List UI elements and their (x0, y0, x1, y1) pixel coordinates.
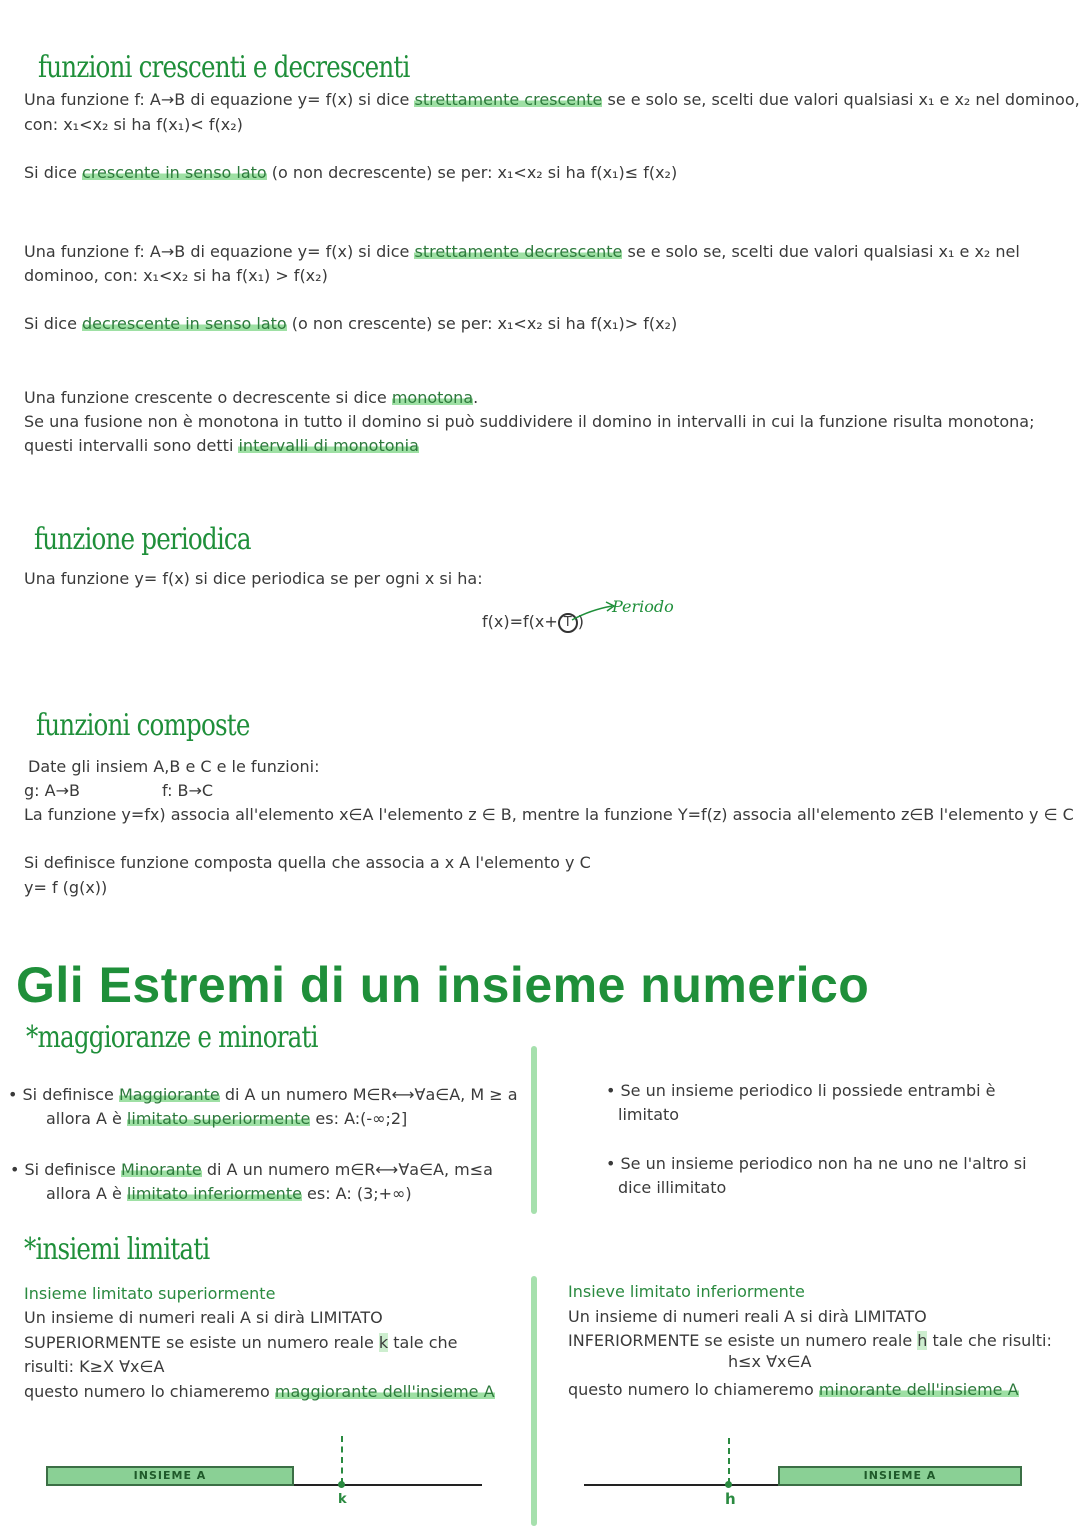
composte-line4: Si definisce funzione composta quella che associa a x A l'elemento y C (24, 853, 591, 872)
p2-line (24, 161, 677, 185)
h-point (725, 1481, 732, 1488)
h-label: h (725, 1490, 736, 1508)
left-line3: risulti: K≥X ∀x∈A (24, 1357, 165, 1376)
p1-line1 (24, 88, 1080, 112)
k-point (338, 1481, 345, 1488)
composte-line3: La funzione y=fx) associa all'elemento x∈A l'elemento z ∈ B, mentre la funzione Y=f(z) associa all'elemento z∈B l'elemento y ∈ C (24, 805, 1074, 824)
insieme-bar-right: INSIEME A (778, 1466, 1022, 1486)
periodo-label: Periodo (612, 597, 674, 616)
period-circle: T (558, 613, 578, 633)
highlight-intervalli-monotonia: intervalli di monotonia (238, 436, 419, 455)
p3-text-b: se e solo se, scelti due valori qualsiasi x₁ e x₂ nel (622, 242, 1020, 261)
maj2-text-a: allora A è (46, 1109, 127, 1128)
p5-line3-text: questi intervalli sono detti (24, 436, 239, 455)
left-line2-text-b: tale che (388, 1333, 458, 1352)
highlight-strettamente-decrescente: strettamente decrescente (414, 242, 623, 261)
formula-part-a: f(x)=f(x+ (482, 612, 558, 631)
p3-line2: dominoo, con: x₁<x₂ si ha f(x₁) > f(x₂) (24, 266, 328, 285)
composte-g: g: A→B (24, 781, 80, 800)
p3-line1 (24, 240, 1020, 264)
highlight-limitato-inferiormente: limitato inferiormente (126, 1184, 302, 1203)
maggiorante-line2 (46, 1107, 407, 1131)
k-label: k (338, 1492, 347, 1507)
formula-part-b: ) (577, 612, 584, 631)
maj2-text-b: es: A:(-∞;2] (310, 1109, 408, 1128)
min-text-a: • Si definisce (10, 1160, 121, 1179)
highlight-crescente-senso-lato: crescente in senso lato (82, 163, 267, 182)
p1-text-b: se e solo se, scelti due valori qualsiasi x₁ e x₂ nel dominoo, (602, 90, 1080, 109)
divider-bottom (531, 1276, 537, 1526)
p5-text-a: Una funzione crescente o decrescente si dice (24, 388, 392, 407)
p5-line1 (24, 386, 478, 410)
sub-insiemi-limitati: *insiemi limitati (24, 1232, 210, 1267)
right-line3: h≤x ∀x∈A (728, 1352, 812, 1371)
highlight-minorante: Minorante (120, 1160, 202, 1179)
p4-line (24, 312, 677, 336)
h-dash-line (728, 1438, 730, 1484)
highlight-limitato-superiormente: limitato superiormente (126, 1109, 311, 1128)
highlight-decrescente-senso-lato: decrescente in senso lato (82, 314, 287, 333)
left-line4 (24, 1380, 495, 1404)
right2-line1: • Se un insieme periodico non ha ne uno ne l'altro si (606, 1154, 1027, 1173)
maj-text-b: di A un numero M∈R⟷∀a∈A, M ≥ a (219, 1085, 518, 1104)
composte-line1: Date gli insiem A,B e C e le funzioni: (28, 757, 320, 776)
head-limitato-inferiormente: Insieve limitato inferiormente (568, 1282, 805, 1301)
left-line2 (24, 1331, 457, 1355)
k-dash-line (341, 1436, 343, 1484)
left-line1: Un insieme di numeri reali A si dirà LIMITATO (24, 1308, 383, 1327)
divider-top (531, 1046, 537, 1214)
periodica-formula (482, 610, 584, 634)
right1-line1: • Se un insieme periodico li possiede entrambi è (606, 1081, 996, 1100)
p1-text-a: Una funzione f: A→B di equazione y= f(x) si dice (24, 90, 415, 109)
p5-line2: Se una fusione non è monotona in tutto il domino si può suddividere il domino in intervalli in cui la funzione risulta monotona; (24, 412, 1035, 431)
title-funzioni-composte: funzioni composte (36, 708, 250, 743)
right-line1: Un insieme di numeri reali A si dirà LIMITATO (568, 1307, 927, 1326)
maggiorante-line1 (8, 1083, 518, 1107)
composte-f: f: B→C (162, 781, 214, 800)
highlight-strettamente-crescente: strettamente crescente (414, 90, 603, 109)
maj-text-a: • Si definisce (8, 1085, 119, 1104)
min2-text-a: allora A è (46, 1184, 127, 1203)
title-estremi: Gli Estremi di un insieme numerico (16, 957, 870, 1013)
right2-line2: dice illimitato (618, 1178, 727, 1197)
composte-line5: y= f (g(x)) (24, 878, 108, 897)
p2-text-b: (o non decrescente) se per: x₁<x₂ si ha f(x₁)≤ f(x₂) (266, 163, 678, 182)
p4-text-b: (o non crescente) se per: x₁<x₂ si ha f(x₁)> f(x₂) (286, 314, 678, 333)
p5-text-b: . (473, 388, 479, 407)
highlight-monotona: monotona (391, 388, 474, 407)
min2-text-b: es: A: (3;+∞) (301, 1184, 412, 1203)
highlight-h: h (917, 1331, 928, 1350)
insieme-bar-left: INSIEME A (46, 1466, 294, 1486)
periodica-text: Una funzione y= f(x) si dice periodica se per ogni x si ha: (24, 569, 483, 588)
min-text-b: di A un numero m∈R⟷∀a∈A, m≤a (201, 1160, 493, 1179)
highlight-k: k (378, 1333, 389, 1352)
head-limitato-superiormente: Insieme limitato superiormente (24, 1284, 276, 1303)
highlight-minorante-insieme: minorante dell'insieme A (818, 1380, 1019, 1399)
highlight-maggiorante-insieme: maggiorante dell'insieme A (274, 1382, 495, 1401)
sub-maggioranze: *maggioranze e minorati (26, 1020, 318, 1055)
minorante-line2 (46, 1182, 412, 1206)
right1-line2: limitato (618, 1105, 680, 1124)
right-line2-text-a: INFERIORMENTE se esiste un numero reale (568, 1331, 918, 1350)
right-line2-text-b: tale che risulti: (927, 1331, 1052, 1350)
right-line4-text: questo numero lo chiameremo (568, 1380, 819, 1399)
title-funzioni-crescenti: funzioni crescenti e decrescenti (38, 50, 410, 85)
p4-text-a: Si dice (24, 314, 83, 333)
p5-line3 (24, 434, 419, 458)
left-line4-text: questo numero lo chiameremo (24, 1382, 275, 1401)
title-funzione-periodica: funzione periodica (34, 522, 251, 557)
right-line4 (568, 1378, 1019, 1402)
p3-text-a: Una funzione f: A→B di equazione y= f(x) si dice (24, 242, 415, 261)
highlight-maggiorante: Maggiorante (118, 1085, 220, 1104)
p1-line2: con: x₁<x₂ si ha f(x₁)< f(x₂) (24, 115, 243, 134)
p2-text-a: Si dice (24, 163, 83, 182)
left-line2-text-a: SUPERIORMENTE se esiste un numero reale (24, 1333, 379, 1352)
minorante-line1 (10, 1158, 493, 1182)
